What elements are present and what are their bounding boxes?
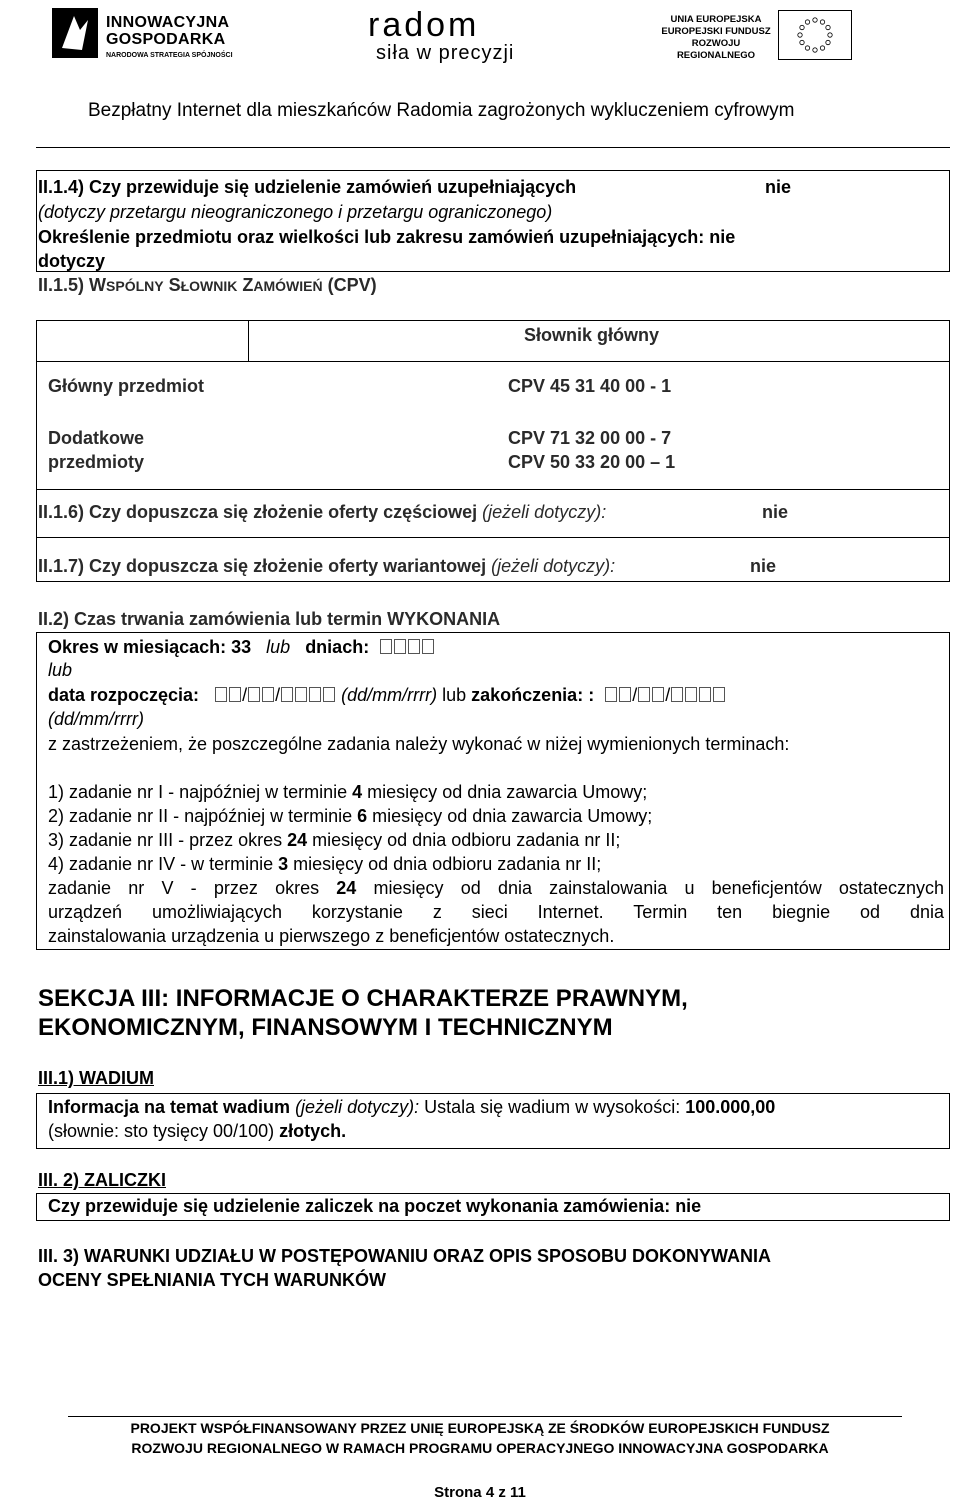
wadium-title: III.1) WADIUM xyxy=(38,1068,154,1088)
wadium-words: (słownie: sto tysięcy 00/100) złotych. xyxy=(48,1121,347,1141)
task-3: 3) zadanie nr III - przez okres 24 miesięcy od dnia odbioru zadania nr II; xyxy=(48,830,621,850)
ii-1-4-question: II.1.4) Czy przewiduje się udzielenie zamówień uzupełniających xyxy=(38,177,577,197)
ii-1-4-scope: Określenie przedmiotu oraz wielkości lub zakresu zamówień uzupełniających: nie xyxy=(38,227,736,247)
eu-logo-text: UNIA EUROPEJSKA EUROPEJSKI FUNDUSZ ROZWOJU REGIONALNEGO xyxy=(661,14,771,61)
task-5-line-1: zadanie nr V - przez okres 24 miesięcy od dnia zainstalowania u beneficjentów ostatecznych xyxy=(48,878,944,898)
radom-tagline: siła w precyzji xyxy=(376,42,515,64)
footer-rule xyxy=(68,1416,902,1417)
document-header: Bezpłatny Internet dla mieszkańców Radomia zagrożonych wykluczeniem cyfrowym xyxy=(88,100,795,121)
ii-2-date-format: (dd/mm/rrrr) xyxy=(48,709,144,729)
ii-1-4-note: (dotyczy przetargu nieograniczonego i przetargu ograniczonego) xyxy=(38,202,553,222)
eu-flag-icon xyxy=(778,10,852,60)
wadium-info: Informacja na temat wadium (jeżeli dotyczy): Ustala się wadium w wysokości: 100.000,00 xyxy=(48,1097,776,1117)
zaliczki-question: Czy przewiduje się udzielenie zaliczek na poczet wykonania zamówienia: nie xyxy=(48,1196,702,1216)
section-iii-title-1: SEKCJA III: INFORMACJE O CHARAKTERZE PRAWNYM, xyxy=(38,985,688,1012)
ii-2-lub: lub xyxy=(48,660,73,680)
cpv-additional-label-2: przedmioty xyxy=(48,452,145,472)
ii-1-7-question: II.1.7) Czy dopuszcza się złożenie oferty wariantowej (jeżeli dotyczy): xyxy=(38,556,616,576)
task-1: 1) zadanie nr I - najpóźniej w terminie 4 miesięcy od dnia zawarcia Umowy; xyxy=(48,782,648,802)
ii-1-5-title: II.1.5) WSPÓLNY SŁOWNIK ZAMÓWIEŃ (CPV) xyxy=(38,275,377,295)
cpv-header-empty-cell xyxy=(36,320,249,362)
cpv-main-label: Główny przedmiot xyxy=(48,376,205,396)
ig-logo-text: INNOWACYJNA GOSPODARKA xyxy=(106,14,230,48)
footer-line-2: ROZWOJU REGIONALNEGO W RAMACH PROGRAMU OPERACYJNEGO INNOWACYJNA GOSPODARKA xyxy=(131,1440,829,1456)
cpv-main-code: CPV 45 31 40 00 - 1 xyxy=(508,376,672,396)
task-5-line-2: urządzeń umożliwiających korzystanie z sieci Internet. Termin ten biegnie od dnia xyxy=(48,902,944,922)
ii-1-4-scope-cont: dotyczy xyxy=(38,251,106,271)
cpv-additional-code-2: CPV 50 33 20 00 – 1 xyxy=(508,452,676,472)
header-divider xyxy=(36,147,950,148)
ii-2-title: II.2) Czas trwania zamówienia lub termin WYKONANIA xyxy=(38,609,501,629)
radom-wordmark: radom xyxy=(368,6,480,44)
ii-1-6-answer: nie xyxy=(762,502,789,522)
task-2: 2) zadanie nr II - najpóźniej w terminie 6 miesięcy od dnia zawarcia Umowy; xyxy=(48,806,653,826)
cpv-additional-label-1: Dodatkowe xyxy=(48,428,145,448)
page-number: Strona 4 z 11 xyxy=(434,1484,526,1501)
zaliczki-title: III. 2) ZALICZKI xyxy=(38,1170,166,1190)
warunki-title-2: OCENY SPEŁNIANIA TYCH WARUNKÓW xyxy=(38,1270,387,1290)
ii-1-4-answer: nie xyxy=(765,177,792,197)
innowacyjna-gospodarka-logo xyxy=(52,8,282,68)
cpv-additional-code-1: CPV 71 32 00 00 - 7 xyxy=(508,428,672,448)
cpv-dict-header: Słownik główny xyxy=(524,325,660,345)
eu-fund-logo xyxy=(660,10,920,60)
section-iii-title-2: EKONOMICZNYM, FINANSOWYM I TECHNICZNYM xyxy=(38,1014,613,1041)
ii-2-reservation: z zastrzeżeniem, że poszczególne zadania należy wykonać w niżej wymienionych terminach: xyxy=(48,734,790,754)
cpv-header-rule xyxy=(36,361,950,362)
task-4: 4) zadanie nr IV - w terminie 3 miesięcy od dnia odbioru zadania nr II; xyxy=(48,854,602,874)
ii-2-months: Okres w miesiącach: 33 lub dniach: xyxy=(48,637,435,658)
ig-emblem-icon xyxy=(52,8,98,58)
ii-2-dates: data rozpoczęcia: / / (dd/mm/rrrr) lub zakończenia: : / / xyxy=(48,685,726,706)
ig-logo-subtext: NARODOWA STRATEGIA SPÓJNOŚCI xyxy=(106,52,233,59)
radom-logo xyxy=(368,6,528,70)
ii-1-7-answer: nie xyxy=(750,556,777,576)
task-5-line-3: zainstalowania urządzenia u pierwszego z beneficjentów ostatecznych. xyxy=(48,926,615,946)
warunki-title-1: III. 3) WARUNKI UDZIAŁU W POSTĘPOWANIU ORAZ OPIS SPOSOBU DOKONYWANIA xyxy=(38,1246,772,1266)
footer-line-1: PROJEKT WSPÓŁFINANSOWANY PRZEZ UNIĘ EUROPEJSKĄ ZE ŚRODKÓW EUROPEJSKICH FUNDUSZ xyxy=(130,1420,830,1436)
ii-1-6-question: II.1.6) Czy dopuszcza się złożenie oferty częściowej (jeżeli dotyczy): xyxy=(38,502,607,522)
